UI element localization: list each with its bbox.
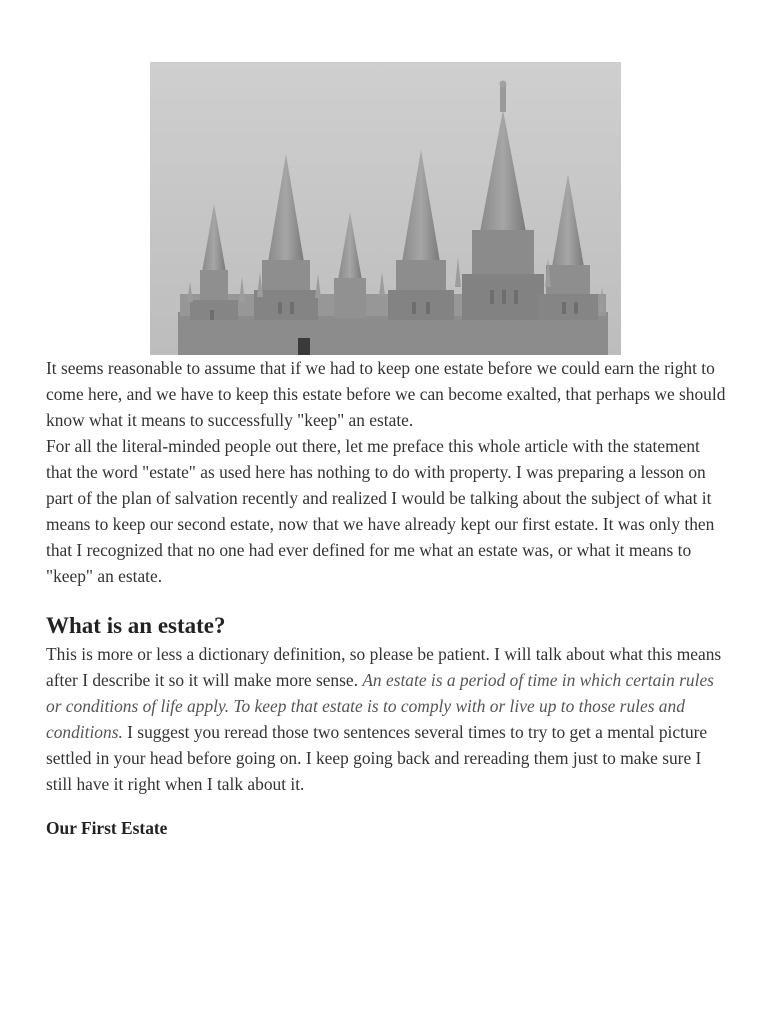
temple-spires-photo (150, 62, 621, 355)
definition-italic-text: An estate is a period of time in which certain rules or conditions of life apply. To keep that estate is to comply with or live up to those rules and conditions. (46, 670, 714, 742)
definition-paragraph (46, 641, 726, 797)
article (46, 62, 726, 841)
definition-lead-text: This is more or less a dictionary definition, so please be patient. I will talk about what this means after I describe it so it will make more sense. (46, 644, 722, 690)
intro-paragraph: It seems reasonable to assume that if we had to keep one estate before we could earn the right to come here, and we have to keep this estate before we can become exalted, that perhaps we should know what it means to successfully "keep" an estate. (46, 358, 726, 430)
preface-paragraph: For all the literal-minded people out there, let me preface this whole article with the statement that the word "estate" as used here has nothing to do with property. I was preparing a lesson on part of the plan of salvation recently and realized I would be talking about the subject of what it means to keep our second estate, now that we have already kept our first estate. It was only then that I recognized that no one had ever defined for me what an estate was, or what it means to "keep" an estate. (46, 436, 715, 586)
subheading-first-estate: Our First Estate (46, 818, 168, 838)
hero-image (150, 62, 621, 355)
definition-tail-text: I suggest you reread those two sentences several times to try to get a mental picture settled in your head before going on. I keep going back and rereading them just to make sure I still have it right when I talk about it. (46, 722, 708, 794)
section-heading-what-is-estate: What is an estate? (46, 613, 226, 638)
